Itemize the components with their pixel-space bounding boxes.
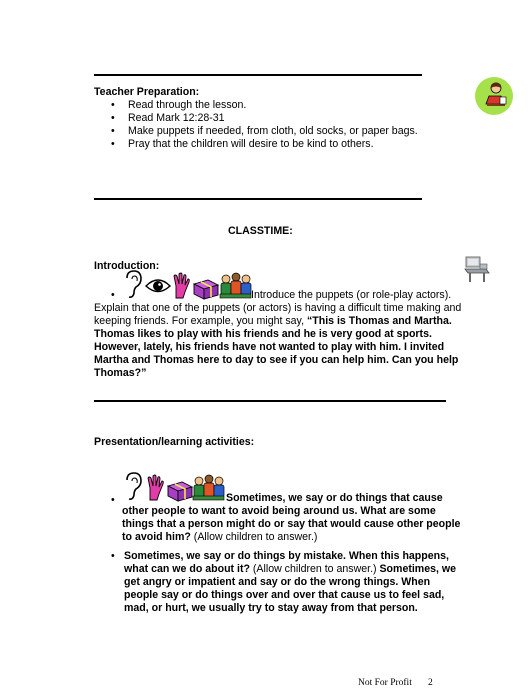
item1-bold: Sometimes, we say or do things that cause other people to want to avoid being around us. What are some things that a person might do or say that would cause other people to avoid him? <box>122 492 461 543</box>
presentation-item-1-text <box>122 492 466 544</box>
item1-plain: (Allow children to answer.) <box>190 531 318 543</box>
intro-paragraph <box>94 302 466 380</box>
bullet-glyph: • <box>111 289 115 301</box>
divider-top <box>94 74 422 76</box>
list-item: • Pray that the children will desire to be kind to others. <box>94 138 474 151</box>
bullet-glyph: • <box>111 494 115 506</box>
bullet-glyph: • <box>111 550 115 562</box>
list-item: • Make puppets if needed, from cloth, old socks, or paper bags. <box>94 125 474 138</box>
divider-after-intro <box>94 400 446 402</box>
teacher-prep-heading: Teacher Preparation: <box>94 86 200 98</box>
page-number: 2 <box>428 678 433 688</box>
intro-bullet-line <box>94 270 474 300</box>
classtime-heading: CLASSTIME: <box>228 225 293 237</box>
list-item: • Read Mark 12:28-31 <box>94 112 474 125</box>
intro-body-bold: “This is Thomas and Martha. Thomas likes to play with his friends and he is very good at sports. However, lately, his friends have not wanted to play with him. I invited Martha and Thomas here to day to see if you can help him. Can you help Thomas?” <box>94 315 459 379</box>
eye-icon <box>146 280 170 292</box>
item2-plain: (Allow children to answer.) <box>249 563 377 575</box>
presentation-item-2-text <box>124 550 466 615</box>
ear-icon <box>127 271 141 297</box>
reading-child-icon <box>474 76 514 116</box>
gift-box-icon <box>194 280 218 299</box>
presentation-heading: Presentation/learning activities: <box>94 436 255 448</box>
intro-body-plain: Explain that one of the puppets (or actors) is having a difficult time making and keeping friends. For example, you might say, <box>94 302 462 327</box>
activity-icons-intro <box>122 270 252 300</box>
list-item: • Read through the lesson. <box>94 99 474 112</box>
intro-lead-text: Introduce the puppets (or role-play actors). <box>251 289 452 301</box>
item2-bold-b: Sometimes, we get angry or impatient and say or do the wrong things. When people say or do things over and over that cause us to feel sad, mad, or hurt, we usually try to stay away from that person. <box>124 563 457 614</box>
divider-after-prep <box>94 198 422 200</box>
introduction-heading: Introduction: <box>94 260 160 272</box>
item2-bold-a: Sometimes, we say or do things by mistake. When this happens, what can we do about it? <box>124 550 449 575</box>
teacher-prep-list <box>94 99 474 151</box>
footer-text: Not For Profit <box>358 678 412 688</box>
children-group-icon <box>220 273 251 298</box>
hand-icon <box>174 273 189 298</box>
